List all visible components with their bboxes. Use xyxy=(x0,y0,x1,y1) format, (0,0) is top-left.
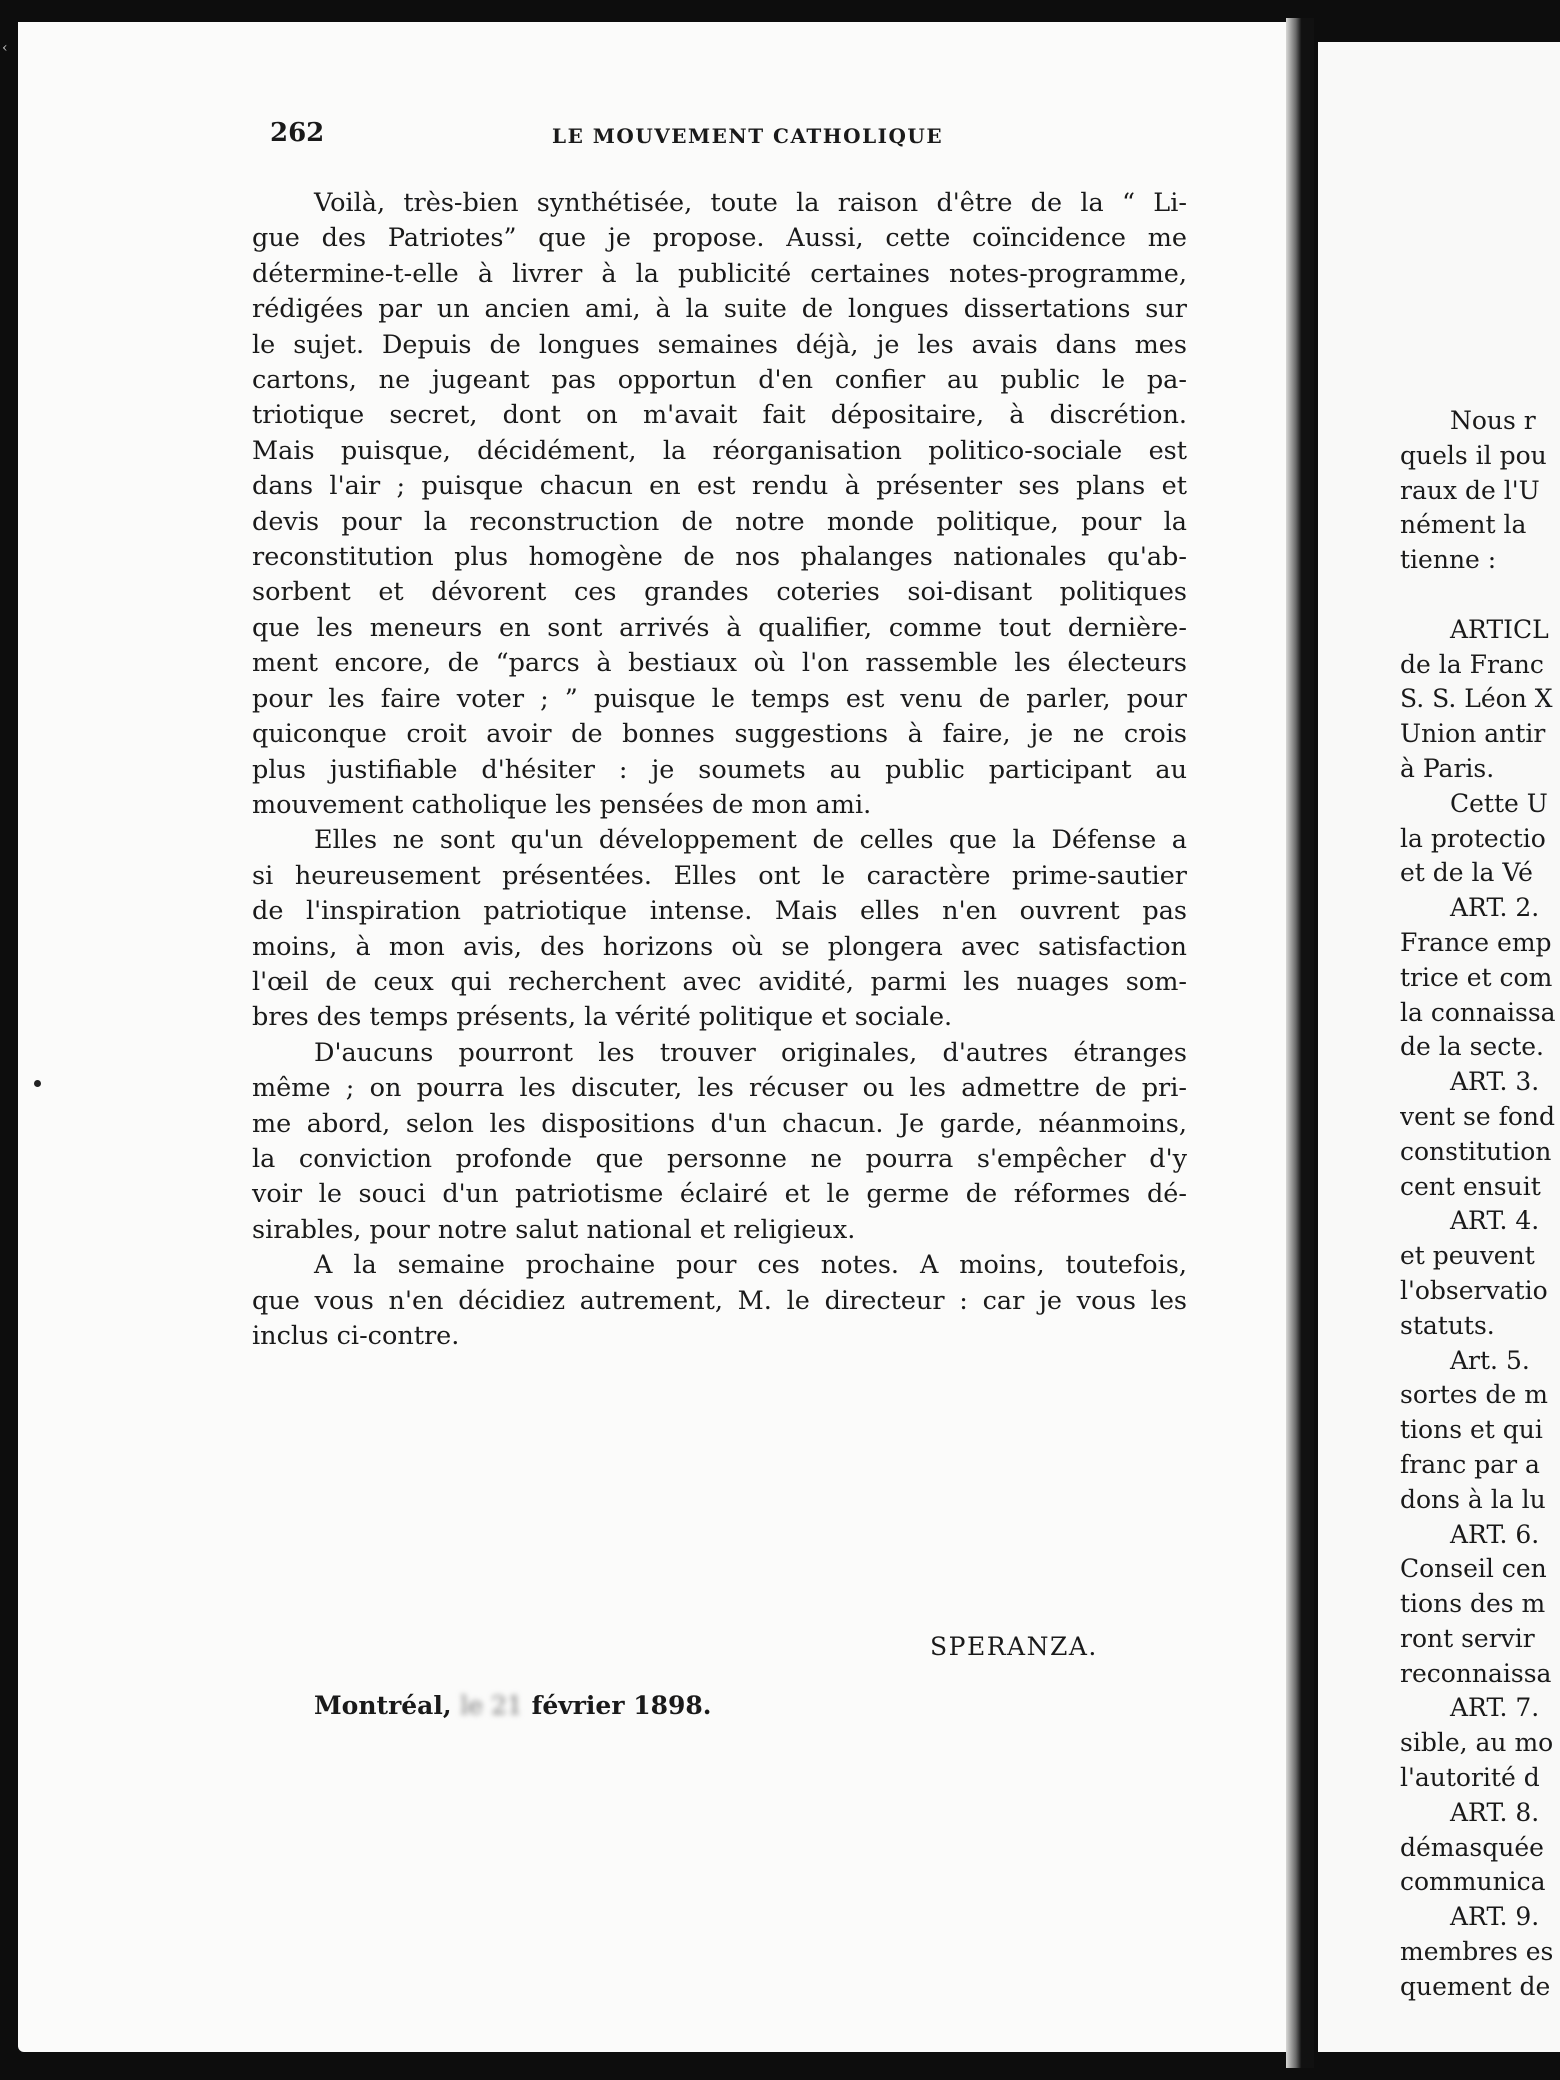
scan-speck xyxy=(34,1080,41,1087)
right-text-line: raux de l'U xyxy=(1400,475,1540,505)
right-text-line: S. S. Léon X xyxy=(1400,684,1553,714)
right-text-line: sortes de m xyxy=(1400,1380,1548,1410)
right-text-line: sible, au mo xyxy=(1400,1728,1554,1758)
right-text-line: vent se fond xyxy=(1400,1101,1555,1131)
paragraph xyxy=(252,1036,1187,1248)
right-text-line: ART. 3. xyxy=(1450,1067,1540,1097)
right-text-line: Cette U xyxy=(1450,788,1548,818)
text-line: si heureusement présentées. Elles ont le caractère prime-sautier xyxy=(252,860,1187,891)
text-line: ment encore, de “parcs à bestiaux où l'on rassemble les électeurs xyxy=(252,648,1187,679)
right-text-line: tienne : xyxy=(1400,545,1497,575)
right-text-line: Conseil cen xyxy=(1400,1554,1547,1584)
right-text-line: statuts. xyxy=(1400,1310,1495,1340)
text-line: voir le souci d'un patriotisme éclairé et le germe de réformes dé- xyxy=(252,1179,1187,1210)
text-line: de l'inspiration patriotique intense. Mais elles n'en ouvrent pas xyxy=(252,896,1187,927)
text-line: dans l'air ; puisque chacun en est rendu à présenter ses plans et xyxy=(252,471,1187,502)
right-text-line: ART. 8. xyxy=(1450,1797,1540,1827)
text-line: inclus ci-contre. xyxy=(252,1321,460,1351)
place-date xyxy=(314,1691,711,1720)
text-line: sorbent et dévorent ces grandes coteries soi-disant politiques xyxy=(252,577,1187,608)
text-line: l'œil de ceux qui recherchent avec avidité, parmi les nuages som- xyxy=(252,966,1187,997)
text-line: mouvement catholique les pensées de mon ami. xyxy=(252,789,872,820)
right-text-line: tions et qui xyxy=(1400,1415,1543,1445)
right-text-line: trice et com xyxy=(1400,962,1553,992)
right-text-line: à Paris. xyxy=(1400,753,1495,783)
text-line: la conviction profonde que personne ne pourra s'empêcher d'y xyxy=(252,1143,1187,1174)
right-text-line xyxy=(1400,578,1560,613)
right-text-line: et peuvent xyxy=(1400,1241,1535,1271)
text-line: même ; on pourra les discuter, les récuser ou les admettre de pri- xyxy=(252,1073,1187,1104)
text-line: reconstitution plus homogène de nos phalanges nationales qu'ab- xyxy=(252,542,1187,573)
right-text-line: ART. 2. xyxy=(1450,893,1540,923)
right-text-line: ront servir xyxy=(1400,1623,1535,1653)
text-line: Mais puisque, décidément, la réorganisation politico-sociale est xyxy=(252,435,1187,466)
right-text-line: nément la xyxy=(1400,510,1527,540)
right-text-line: démasquée xyxy=(1400,1832,1544,1862)
right-page-text xyxy=(1400,404,1560,2005)
right-text-line: ARTICL xyxy=(1450,614,1549,644)
right-text-line: reconnaissa xyxy=(1400,1658,1552,1688)
book-gutter xyxy=(1286,18,1314,2068)
text-line: gue des Patriotes” que je propose. Aussi, cette coïncidence me xyxy=(252,223,1187,254)
text-line: le sujet. Depuis de longues semaines déjà, je les avais dans mes xyxy=(252,329,1187,360)
text-line: Elles ne sont qu'un développement de celles que la Défense a xyxy=(314,825,1187,856)
right-text-line: dons à la lu xyxy=(1400,1484,1546,1514)
text-line: plus justifiable d'hésiter : je soumets au public participant au xyxy=(252,754,1187,785)
signature: SPERANZA. xyxy=(930,1632,1098,1661)
text-line: pour les faire voter ; ” puisque le temps est venu de parler, pour xyxy=(252,683,1187,714)
text-line: que vous n'en décidiez autrement, M. le directeur : car je vous les xyxy=(252,1285,1187,1316)
date-blurred: le 21 xyxy=(460,1691,523,1720)
text-line: que les meneurs en sont arrivés à qualifier, comme tout dernière- xyxy=(252,612,1187,643)
text-line: me abord, selon les dispositions d'un chacun. Je garde, néanmoins, xyxy=(252,1108,1187,1139)
text-line: cartons, ne jugeant pas opportun d'en confier au public le pa- xyxy=(252,365,1187,396)
right-text-line: Union antir xyxy=(1400,719,1546,749)
right-text-line: l'autorité d xyxy=(1400,1763,1540,1793)
text-line: moins, à mon avis, des horizons où se plongera avec satisfaction xyxy=(252,931,1187,962)
text-line: rédigées par un ancien ami, à la suite de longues dissertations sur xyxy=(252,294,1187,325)
right-text-line: la connaissa xyxy=(1400,997,1556,1027)
article-body xyxy=(252,186,1187,1354)
text-line: quiconque croit avoir de bonnes suggestions à faire, je ne crois xyxy=(252,719,1187,750)
paragraph xyxy=(252,186,1187,823)
right-text-line: de la secte. xyxy=(1400,1032,1545,1062)
page-header xyxy=(270,118,1150,158)
right-text-line: la protectio xyxy=(1400,823,1546,853)
right-text-line: membres es xyxy=(1400,1937,1554,1967)
text-line: D'aucuns pourront les trouver originales, d'autres étranges xyxy=(314,1037,1187,1068)
right-text-line: l'observatio xyxy=(1400,1275,1548,1305)
right-text-line: franc par a xyxy=(1400,1449,1540,1479)
right-text-line: ART. 7. xyxy=(1450,1693,1540,1723)
right-text-line: communica xyxy=(1400,1867,1546,1897)
right-text-line: Nous r xyxy=(1450,406,1536,435)
right-text-line: ART. 9. xyxy=(1450,1902,1540,1932)
paragraph xyxy=(252,1248,1187,1354)
right-text-line: quement de xyxy=(1400,1971,1551,2001)
right-text-line: de la Franc xyxy=(1400,649,1544,679)
place: Montréal, xyxy=(314,1691,452,1720)
right-text-line: et de la Vé xyxy=(1400,858,1533,888)
text-line: sirables, pour notre salut national et religieux. xyxy=(252,1214,856,1245)
right-text-line: quels il pou xyxy=(1400,440,1547,470)
text-line: devis pour la reconstruction de notre monde politique, pour la xyxy=(252,506,1187,537)
right-text-line: cent ensuit xyxy=(1400,1171,1541,1201)
text-line: A la semaine prochaine pour ces notes. A moins, toutefois, xyxy=(314,1250,1187,1281)
right-text-line: Art. 5. xyxy=(1450,1345,1530,1375)
text-line: triotique secret, dont on m'avait fait dépositaire, à discrétion. xyxy=(252,400,1187,431)
right-text-line: tions des m xyxy=(1400,1589,1546,1619)
right-text-line: France emp xyxy=(1400,927,1552,957)
text-line: Voilà, très-bien synthétisée, toute la raison d'être de la “ Li- xyxy=(314,188,1187,218)
date: février 1898. xyxy=(531,1691,712,1720)
running-head: LE MOUVEMENT CATHOLIQUE xyxy=(552,124,944,148)
right-text-line: constitution xyxy=(1400,1136,1552,1166)
right-text-line: ART. 4. xyxy=(1450,1206,1540,1236)
page-number: 262 xyxy=(270,118,325,148)
paragraph xyxy=(252,823,1187,1035)
scan-edge-mark: ‹ xyxy=(2,40,8,56)
right-text-line: ART. 6. xyxy=(1450,1519,1540,1549)
text-line: bres des temps présents, la vérité politique et sociale. xyxy=(252,1002,953,1033)
text-line: détermine-t-elle à livrer à la publicité certaines notes-programme, xyxy=(252,258,1187,289)
